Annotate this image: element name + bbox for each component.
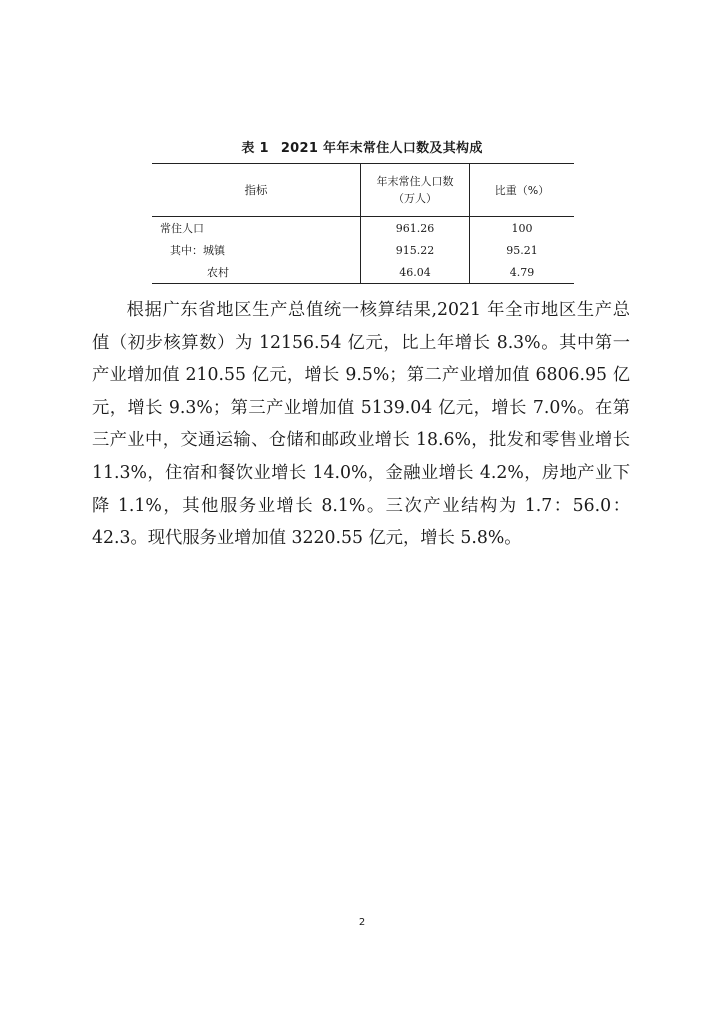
table-label: 表 1 xyxy=(241,141,269,156)
table-row xyxy=(152,239,574,261)
header-population-line2: （万人） xyxy=(393,192,437,205)
header-population xyxy=(361,164,470,217)
row-population: 915.22 xyxy=(361,239,470,261)
header-population-line1: 年末常住人口数 xyxy=(376,175,454,188)
table-row xyxy=(152,261,574,284)
population-table xyxy=(152,163,574,284)
row-share: 95.21 xyxy=(506,243,538,257)
table-header-row xyxy=(152,164,574,217)
row-population: 961.26 xyxy=(361,217,470,240)
row-share: 100 xyxy=(511,221,533,235)
row-share: 4.79 xyxy=(470,261,575,284)
page-number: 2 xyxy=(358,917,366,928)
row-name: 其中：城镇 xyxy=(170,244,225,257)
header-share: 比重（%） xyxy=(470,164,575,217)
row-name: 农村 xyxy=(152,261,361,284)
row-name: 常住人口 xyxy=(160,222,204,235)
table-title xyxy=(0,137,724,156)
header-indicator: 指标 xyxy=(152,164,361,217)
table-title-text: 2021 年年末常住人口数及其构成 xyxy=(280,141,483,156)
table-row xyxy=(152,217,574,240)
row-population: 46.04 xyxy=(361,261,470,284)
body-paragraph: 根据广东省地区生产总值统一核算结果,2021 年全市地区生产总值（初步核算数）为 12156.54 亿元，比上年增长 8.3%。其中第一产业增加值 210.55 亿元，增长 9.5%；第二产业增加值 6806.95 亿元，增长 9.3%；第三产业增加值 5139.04 亿元，增长 7.0%。在第三产业中，交通运输、仓储和邮政业增长 18.6%，批发和零售业增长 11.3%，住宿和餐饮业增长 14.0%，金融业增长 4.2%，房地产业下降 1.1%，其他服务业增长 8.1%。三次产业结构为 1.7：56.0：42.3。现代服务业增加值 3220.55 亿元，增长 5.8%。 xyxy=(92,300,630,549)
